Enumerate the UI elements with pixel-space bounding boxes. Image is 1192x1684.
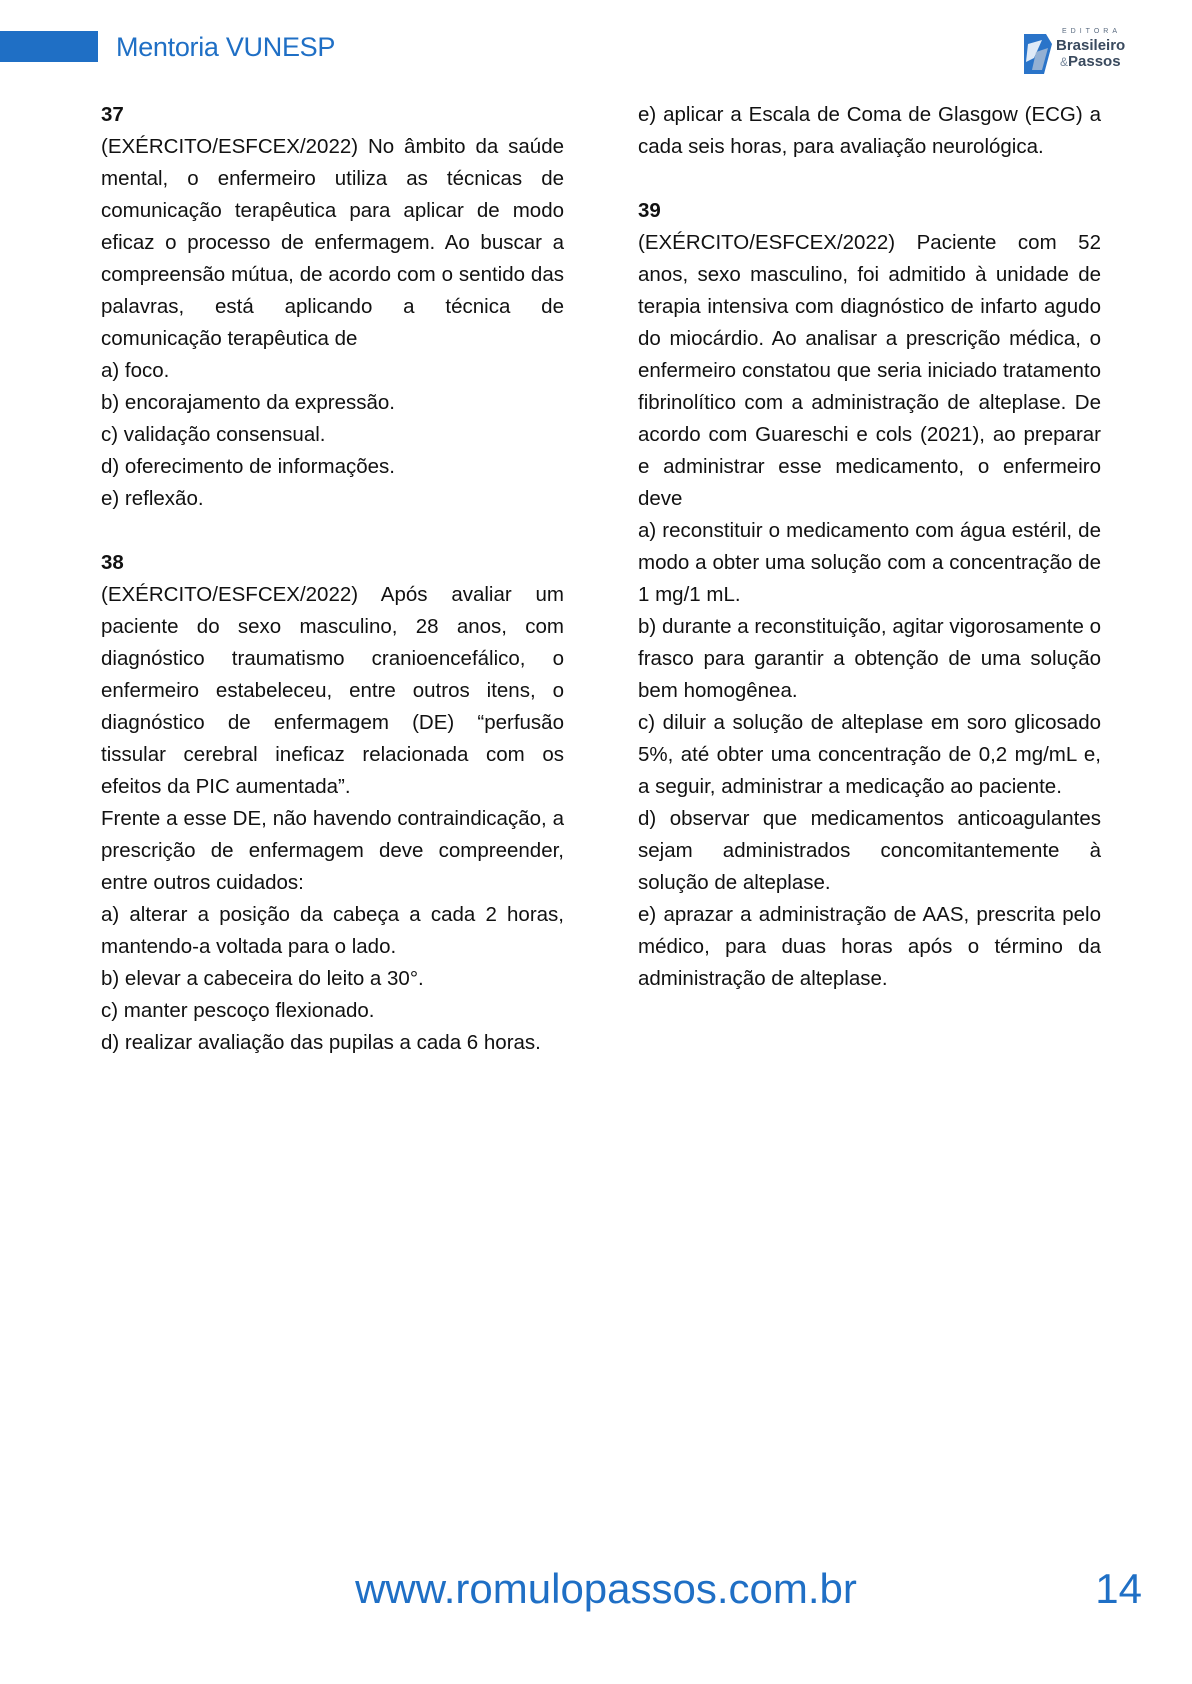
header-accent-bar: [0, 31, 98, 62]
question-38-option-c: c) manter pescoço flexionado.: [101, 999, 375, 1022]
right-column: [638, 99, 1101, 995]
logo-brasileiro-text: Brasileiro: [1056, 37, 1126, 54]
left-column: [101, 99, 564, 1059]
question-37-option-b: b) encorajamento da expressão.: [101, 391, 396, 414]
question-39-option-b: b) durante a reconstituição, agitar vigorosamente o frasco para garantir a obtenção de uma solução bem homogênea.: [638, 615, 1101, 702]
question-38-stem-continued: Frente a esse DE, não havendo contraindicação, a prescrição de enfermagem deve compreender, entre outros cuidados:: [101, 807, 564, 894]
spacer: [638, 163, 1101, 195]
question-39-stem: (EXÉRCITO/ESFCEX/2022) Paciente com 52 anos, sexo masculino, foi admitido à unidade de terapia intensiva com diagnóstico de infarto agudo do miocárdio. Ao analisar a prescrição médica, o enfermeiro constatou que seria iniciado tratamento fibrinolítico com a administração de alteplase. De acordo com Guareschi e cols (2021), ao preparar e administrar esse medicamento, o enfermeiro deve: [638, 231, 1101, 510]
logo-editora-text: EDITORA: [1062, 28, 1121, 35]
header-title: Mentoria VUNESP: [116, 32, 336, 62]
question-39-option-d: d) observar que medicamentos anticoagulantes sejam administrados concomitantemente à solução de alteplase.: [638, 807, 1101, 894]
question-38-stem: (EXÉRCITO/ESFCEX/2022) Após avaliar um paciente do sexo masculino, 28 anos, com diagnóstico traumatismo cranioencefálico, o enfermeiro estabeleceu, entre outros itens, o diagnóstico de enfermagem (DE) “perfusão tissular cerebral ineficaz relacionada com os efeitos da PIC aumentada”.: [101, 583, 564, 798]
question-37-number: 37: [101, 103, 124, 126]
spacer: [101, 515, 564, 547]
question-38-option-b: b) elevar a cabeceira do leito a 30°.: [101, 967, 424, 990]
question-39-number: 39: [638, 199, 661, 222]
publisher-logo: [1022, 28, 1132, 76]
question-37-stem: (EXÉRCITO/ESFCEX/2022) No âmbito da saúde mental, o enfermeiro utiliza as técnicas de comunicação terapêutica para aplicar de modo eficaz o processo de enfermagem. Ao buscar a compreensão mútua, de acordo com o sentido das palavras, está aplicando a técnica de comunicação terapêutica de: [101, 135, 564, 350]
logo-mark-icon: [1022, 30, 1054, 74]
footer-website-link[interactable]: www.romulopassos.com.br: [355, 1565, 857, 1612]
question-37-option-c: c) validação consensual.: [101, 423, 326, 446]
logo-ampersand: &: [1060, 55, 1069, 69]
question-39-option-c: c) diluir a solução de alteplase em soro glicosado 5%, até obter uma concentração de 0,2 mg/mL e, a seguir, administrar a medicação ao paciente.: [638, 711, 1101, 798]
question-39-option-e: e) aprazar a administração de AAS, prescrita pelo médico, para duas horas após o término da administração de alteplase.: [638, 903, 1101, 990]
question-37-option-d: d) oferecimento de informações.: [101, 455, 395, 478]
question-38-option-e: e) aplicar a Escala de Coma de Glasgow (ECG) a cada seis horas, para avaliação neurológica.: [638, 103, 1101, 158]
question-37-option-a: a) foco.: [101, 359, 170, 382]
question-38-option-d: d) realizar avaliação das pupilas a cada 6 horas.: [101, 1031, 541, 1054]
question-37-option-e: e) reflexão.: [101, 487, 204, 510]
logo-passos-text: Passos: [1068, 53, 1121, 70]
question-38-option-a: a) alterar a posição da cabeça a cada 2 horas, mantendo-a voltada para o lado.: [101, 903, 564, 958]
page-number: 14: [1095, 1565, 1142, 1612]
logo-passos-line: [1060, 54, 1121, 70]
question-39-option-a: a) reconstituir o medicamento com água estéril, de modo a obter uma solução com a concentração de 1 mg/1 mL.: [638, 519, 1101, 606]
question-38-number: 38: [101, 551, 124, 574]
